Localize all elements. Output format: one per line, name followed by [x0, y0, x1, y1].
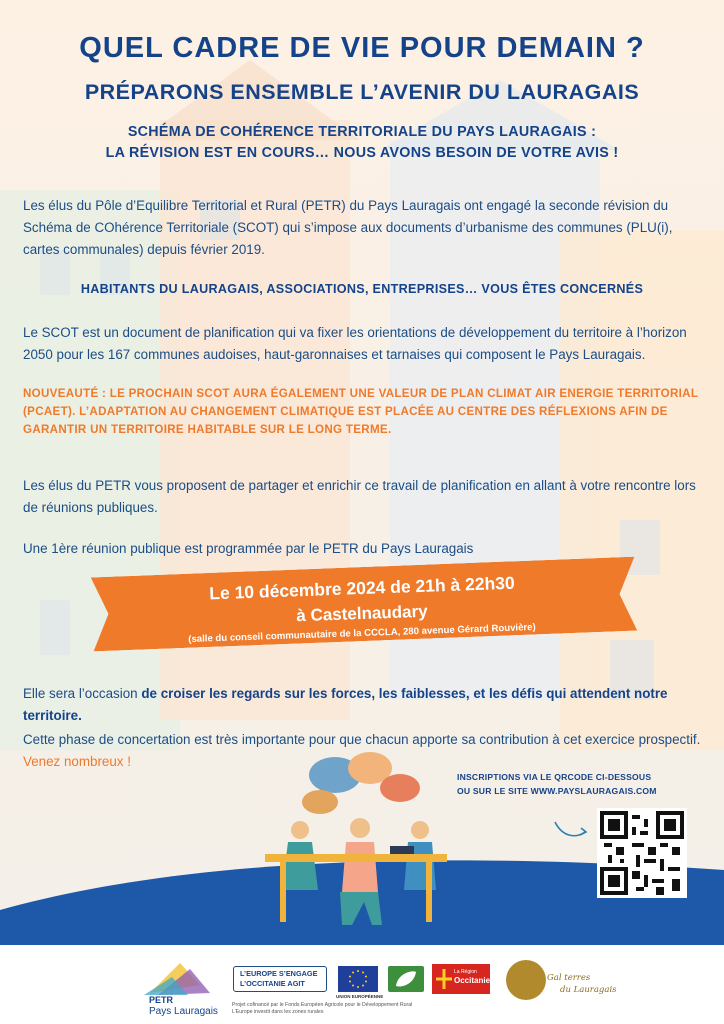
- concerned-heading: HABITANTS DU LAURAGAIS, ASSOCIATIONS, ENTREPRISES… VOUS ÊTES CONCERNÉS: [80, 282, 644, 296]
- registration-caption: [457, 770, 717, 798]
- region-occitanie-logo: [432, 964, 490, 994]
- occasion-paragraph: [23, 683, 703, 727]
- invite-paragraph: Les élus du PETR vous proposent de partager et enrichir ce travail de planification en allant à votre rencontre lors de réunions publiques.: [23, 478, 696, 515]
- event-venue: (salle du conseil communautaire de la CCCLA, 280 avenue Gérard Rouvière): [188, 621, 536, 646]
- qr-code-icon: [600, 811, 684, 895]
- europe-logo-line-1: L’EUROPE S’ENGAGE: [240, 969, 318, 978]
- meeting-illustration: [260, 750, 460, 940]
- europe-logo-line-2: L’OCCITANIE AGIT: [240, 979, 305, 988]
- novelty-note: NOUVEAUTÉ : LE PROCHAIN SCOT AURA ÉGALEMENT UNE VALEUR DE PLAN CLIMAT AIR ENERGIE TERRITORIAL (PCAET). L’ADAPTATION AU CHANGEMENT CLIMATIQUE EST PLACÉE AU CENTRE DES RÉFLEXIONS AFIN DE GARANTIR UN TERRITOIRE HABITABLE SUR LE LONG TERME.: [23, 387, 699, 436]
- lead-line-1: SCHÉMA DE COHÉRENCE TERRITORIALE DU PAYS LAURAGAIS :: [127, 124, 597, 140]
- curved-arrow-icon: [553, 818, 589, 842]
- lead-line-2: LA RÉVISION EST EN COURS… NOUS AVONS BESOIN DE VOTRE AVIS !: [105, 145, 619, 161]
- background-building: [0, 190, 180, 750]
- funding-note: [232, 1002, 502, 1016]
- leader-logo: [388, 966, 424, 992]
- registration-line-1: INSCRIPTIONS VIA LE QRCODE CI-DESSOUS: [457, 772, 652, 782]
- gal-logo: [506, 960, 546, 1000]
- occasion-prefix: Elle sera l’occasion: [23, 686, 142, 701]
- first-meeting-text: Une 1ère réunion publique est programmée par le PETR du Pays Lauragais: [23, 541, 474, 556]
- phase-text: Cette phase de concertation est très importante pour que chacun apporte sa contribution à cet exercice prospectif.: [23, 732, 701, 747]
- welcome-text: Venez nombreux !: [23, 754, 131, 769]
- intro-paragraph: Les élus du Pôle d’Equilibre Territorial et Rural (PETR) du Pays Lauragais ont engagé la seconde révision du Schéma de COhérence Territoriale (SCOT) qui s’impose aux documents d’urbanisme des communes (PLU(i), cartes communales) depuis février 2019.: [23, 198, 673, 257]
- region-label: La Région: [454, 969, 477, 975]
- qr-code[interactable]: [597, 808, 687, 898]
- lead-heading: [0, 122, 724, 164]
- page-subtitle: PRÉPARONS ENSEMBLE L’AVENIR DU LAURAGAIS: [84, 80, 640, 104]
- occitan-cross-icon: [434, 964, 454, 994]
- registration-line-2[interactable]: OU SUR LE SITE WWW.PAYSLAURAGAIS.COM: [457, 786, 657, 796]
- event-place: à Castelnaudary: [296, 601, 428, 626]
- scot-description: Le SCOT est un document de planification qui va fixer les orientations de développement du territoire à l’horizon 2050 pour les 167 communes audoises, haut-garonnaises et tarnaises qui composent le Pays Lauragais.: [23, 325, 687, 362]
- leaf-icon: [388, 966, 424, 992]
- eu-label: UNION EUROPÉENNE: [336, 994, 384, 999]
- eu-flag-logo: [338, 966, 378, 992]
- gal-logo-text: Gal terres: [547, 973, 591, 983]
- funding-line-1: Projet cofinancé par le Fonds Européen Agricole pour le Développement Rural: [232, 1002, 413, 1008]
- europe-occitanie-logo: [233, 966, 327, 992]
- event-date: Le 10 décembre 2024 de 21h à 22h30: [208, 572, 515, 604]
- gal-logo-subtext: du Lauragais: [560, 985, 617, 995]
- region-name: Occitanie: [454, 976, 491, 985]
- page-title: QUEL CADRE DE VIE POUR DEMAIN ?: [79, 32, 645, 64]
- eu-stars-icon: [338, 966, 378, 992]
- petr-logo-text: PETR: [149, 995, 174, 1005]
- occasion-highlight: de croiser les regards sur les forces, les faiblesses, et les défis qui attendent notre territoire.: [23, 686, 668, 723]
- petr-logo-subtext: Pays Lauragais: [149, 1006, 218, 1017]
- funding-line-2: L’Europe investit dans les zones rurales: [232, 1009, 324, 1015]
